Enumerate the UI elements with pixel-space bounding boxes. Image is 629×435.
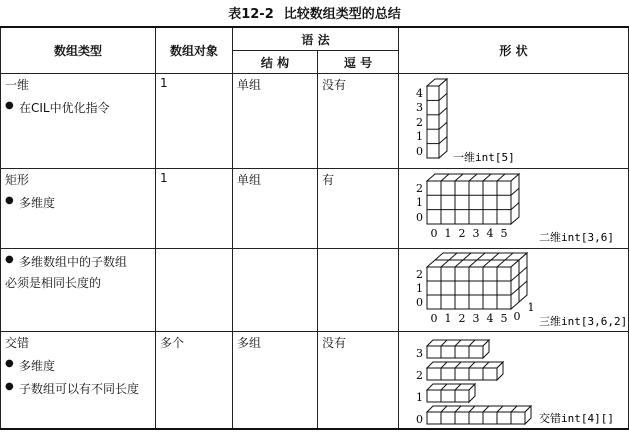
one-dim-cells — [427, 86, 439, 158]
bullet-text: 多维度 — [19, 196, 56, 210]
axis-label: 0 — [416, 211, 423, 224]
axis-label: 2 — [416, 182, 423, 195]
cell-structure: 单组 — [233, 74, 318, 169]
cell-objects: 多个 — [156, 332, 233, 430]
axis-label: 0 — [513, 310, 521, 323]
axis-label: 2 — [416, 268, 423, 281]
bullet-item — [5, 194, 151, 211]
axis-label: 4 — [486, 227, 494, 240]
bullet-icon: ● — [5, 381, 14, 392]
axis-label: 0 — [430, 227, 438, 240]
bullet-icon: ● — [5, 100, 14, 111]
axis-label: 1 — [416, 282, 423, 295]
cell-structure — [233, 249, 318, 332]
bullet-icon: ● — [5, 254, 14, 265]
cell-shape — [399, 332, 629, 430]
header-shape: 形 状 — [399, 27, 629, 74]
axis-label: 3 — [472, 312, 480, 325]
axis-label: 5 — [500, 312, 508, 325]
shape-caption: 三维int[3,6,2] — [539, 315, 627, 328]
cell-comma: 没有 — [318, 332, 399, 430]
two-dim-array-diagram — [399, 169, 627, 248]
cell-shape — [399, 74, 629, 169]
bullet-continuation: 必须是相同长度的 — [5, 276, 102, 290]
axis-label: 3 — [416, 347, 423, 360]
axis-label: 2 — [416, 369, 423, 382]
axis-label: 0 — [416, 145, 423, 158]
table-caption — [0, 3, 629, 22]
three-dim-array-diagram — [399, 249, 627, 331]
type-name: 一维 — [5, 78, 30, 92]
shape-caption: 交错int[4][] — [539, 412, 614, 425]
cell-type — [1, 332, 156, 430]
table-row — [1, 249, 629, 332]
axis-label: 1 — [444, 227, 452, 240]
header-syntax: 语 法 — [233, 27, 399, 51]
table-row — [1, 169, 629, 249]
bullet-icon: ● — [5, 195, 14, 206]
bullet-item — [5, 357, 151, 374]
bullet-text: 在CIL中优化指令 — [19, 101, 110, 115]
table-row — [1, 332, 629, 430]
axis-label: 3 — [472, 227, 480, 240]
axis-label: 5 — [500, 227, 508, 240]
axis-label: 2 — [416, 116, 423, 129]
axis-label: 2 — [458, 227, 466, 240]
axis-label: 1 — [527, 301, 535, 314]
caption-number: 表12-2 — [228, 7, 274, 22]
cell-shape — [399, 169, 629, 249]
bullet-item — [5, 253, 151, 270]
header-structure: 结 构 — [233, 51, 318, 74]
one-dim-array-diagram — [399, 74, 627, 168]
header-objects: 数组对象 — [156, 27, 233, 74]
cell-comma — [318, 249, 399, 332]
shape-caption: 一维int[5] — [453, 151, 515, 164]
bullet-item — [5, 380, 151, 397]
jagged-cells — [427, 340, 531, 424]
axis-label: 4 — [416, 87, 423, 100]
axis-label: 2 — [458, 312, 466, 325]
bullet-text: 多维数组中的子数组 — [19, 255, 128, 269]
header-comma: 逗 号 — [318, 51, 399, 74]
bullet-item — [5, 99, 151, 116]
axis-label: 1 — [416, 196, 423, 209]
header-row — [1, 27, 629, 51]
axis-label: 0 — [416, 296, 423, 309]
cell-objects: 1 — [156, 74, 233, 169]
axis-label: 4 — [486, 312, 494, 325]
bullet-text: 多维度 — [19, 359, 56, 373]
shape-caption: 二维int[3,6] — [539, 231, 614, 244]
cell-shape — [399, 249, 629, 332]
cell-structure: 多组 — [233, 332, 318, 430]
cell-type — [1, 74, 156, 169]
axis-label: 0 — [430, 312, 438, 325]
cell-comma: 没有 — [318, 74, 399, 169]
axis-label: 1 — [416, 391, 423, 404]
caption-title: 比较数组类型的总结 — [283, 7, 401, 22]
cell-objects — [156, 249, 233, 332]
cell-type — [1, 169, 156, 249]
axis-label: 1 — [444, 312, 452, 325]
header-type: 数组类型 — [1, 27, 156, 74]
cell-type — [1, 249, 156, 332]
jagged-array-diagram — [399, 332, 627, 428]
cell-objects: 1 — [156, 169, 233, 249]
array-comparison-table — [0, 26, 629, 430]
type-name: 矩形 — [5, 173, 30, 187]
axis-label: 1 — [416, 130, 423, 143]
bullet-icon: ● — [5, 358, 14, 369]
cell-comma: 有 — [318, 169, 399, 249]
axis-label: 0 — [416, 413, 423, 426]
cell-structure: 单组 — [233, 169, 318, 249]
bullet-text: 子数组可以有不同长度 — [19, 382, 140, 396]
table-row — [1, 74, 629, 169]
type-name: 交错 — [5, 336, 30, 350]
axis-label: 3 — [416, 101, 423, 114]
